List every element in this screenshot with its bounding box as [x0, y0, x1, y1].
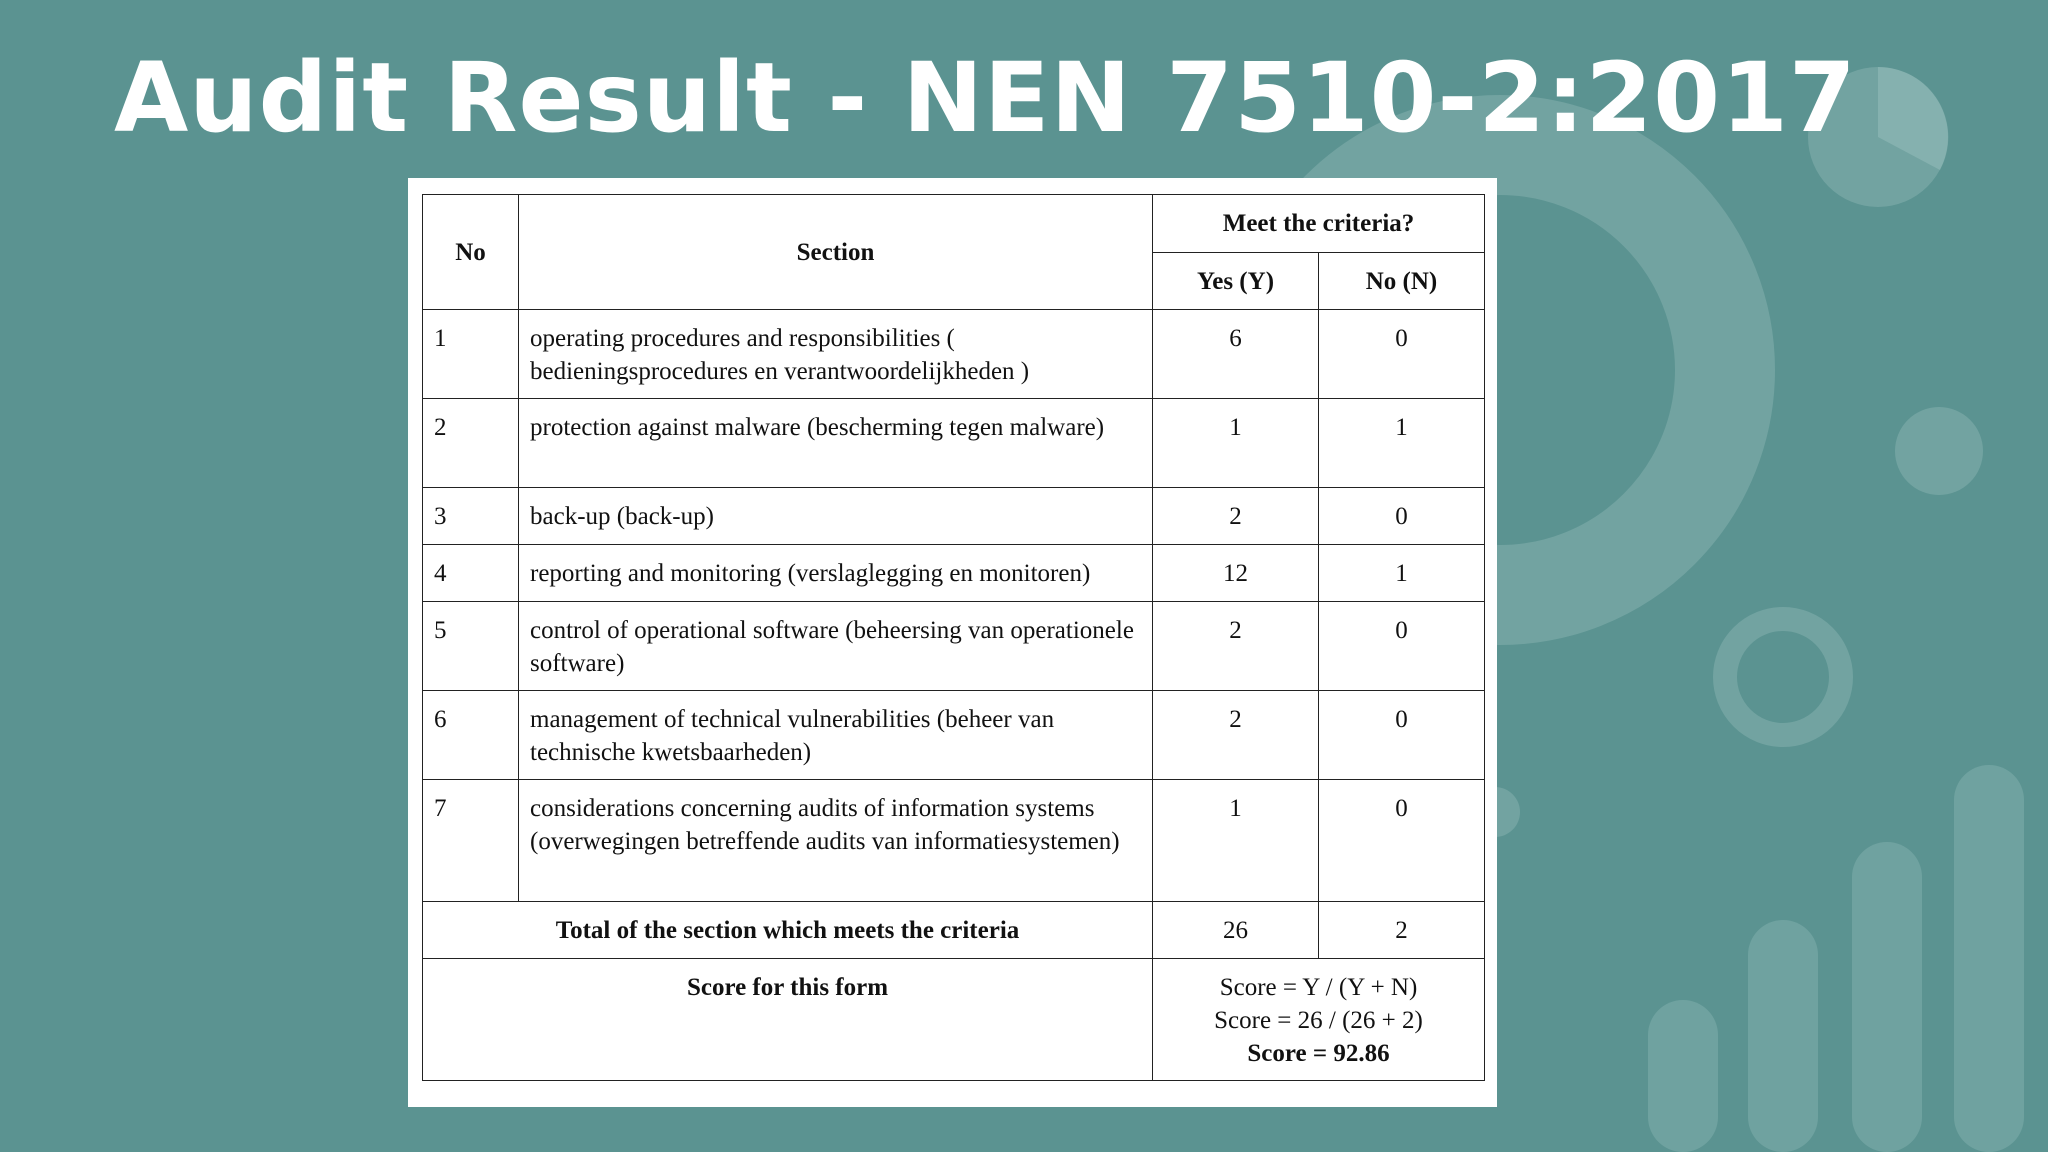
- total-no: 2: [1319, 902, 1485, 959]
- table-row: [423, 310, 1485, 399]
- table-row: [423, 399, 1485, 488]
- bar-columns-decoration: [1648, 765, 2024, 1152]
- row-number: 5: [423, 602, 519, 691]
- row-section: operating procedures and responsibilities ( bedieningsprocedures en verantwoordelijkheden ): [519, 310, 1153, 399]
- table-row: [423, 780, 1485, 902]
- header-no-n: No (N): [1319, 253, 1485, 310]
- row-number: 3: [423, 488, 519, 545]
- row-no: 0: [1319, 488, 1485, 545]
- row-no: 0: [1319, 602, 1485, 691]
- row-number: 7: [423, 780, 519, 902]
- row-yes: 2: [1153, 691, 1319, 780]
- row-no: 1: [1319, 545, 1485, 602]
- row-section: considerations concerning audits of information systems (overwegingen betreffende audits van informatiesystemen): [519, 780, 1153, 902]
- score-row: [423, 959, 1485, 1081]
- header-section: Section: [519, 195, 1153, 310]
- row-yes: 12: [1153, 545, 1319, 602]
- score-label: Score for this form: [423, 959, 1153, 1081]
- row-yes: 1: [1153, 780, 1319, 902]
- header-no: No: [423, 195, 519, 310]
- row-section: back-up (back-up): [519, 488, 1153, 545]
- table-header-row: [423, 195, 1485, 253]
- score-formula-line: Score = Y / (Y + N): [1219, 974, 1418, 1001]
- row-yes: 6: [1153, 310, 1319, 399]
- table-row: [423, 602, 1485, 691]
- header-meet-criteria: Meet the criteria?: [1153, 195, 1485, 253]
- row-yes: 2: [1153, 488, 1319, 545]
- total-row: [423, 902, 1485, 959]
- table-row: [423, 545, 1485, 602]
- score-result: Score = 92.86: [1247, 1040, 1390, 1067]
- table-row: [423, 691, 1485, 780]
- score-formula: [1153, 959, 1485, 1081]
- row-no: 1: [1319, 399, 1485, 488]
- header-yes: Yes (Y): [1153, 253, 1319, 310]
- row-number: 6: [423, 691, 519, 780]
- row-section: management of technical vulnerabilities (beheer van technische kwetsbaarheden): [519, 691, 1153, 780]
- row-no: 0: [1319, 780, 1485, 902]
- total-label: Total of the section which meets the criteria: [423, 902, 1153, 959]
- total-yes: 26: [1153, 902, 1319, 959]
- audit-table-image: [408, 178, 1497, 1107]
- row-section: protection against malware (bescherming tegen malware): [519, 399, 1153, 488]
- row-no: 0: [1319, 310, 1485, 399]
- score-formula-line: Score = 26 / (26 + 2): [1214, 1007, 1423, 1034]
- row-section: control of operational software (beheersing van operationele software): [519, 602, 1153, 691]
- row-number: 2: [423, 399, 519, 488]
- row-number: 4: [423, 545, 519, 602]
- row-section: reporting and monitoring (verslaglegging en monitoren): [519, 545, 1153, 602]
- row-yes: 2: [1153, 602, 1319, 691]
- audit-result-table: [422, 194, 1485, 1081]
- slide-title: Audit Result - NEN 7510-2:2017: [114, 42, 1857, 154]
- row-no: 0: [1319, 691, 1485, 780]
- small-pie-decoration-mid: [1895, 407, 1983, 495]
- table-row: [423, 488, 1485, 545]
- row-number: 1: [423, 310, 519, 399]
- ring-decoration-lower: [1725, 619, 1841, 735]
- row-yes: 1: [1153, 399, 1319, 488]
